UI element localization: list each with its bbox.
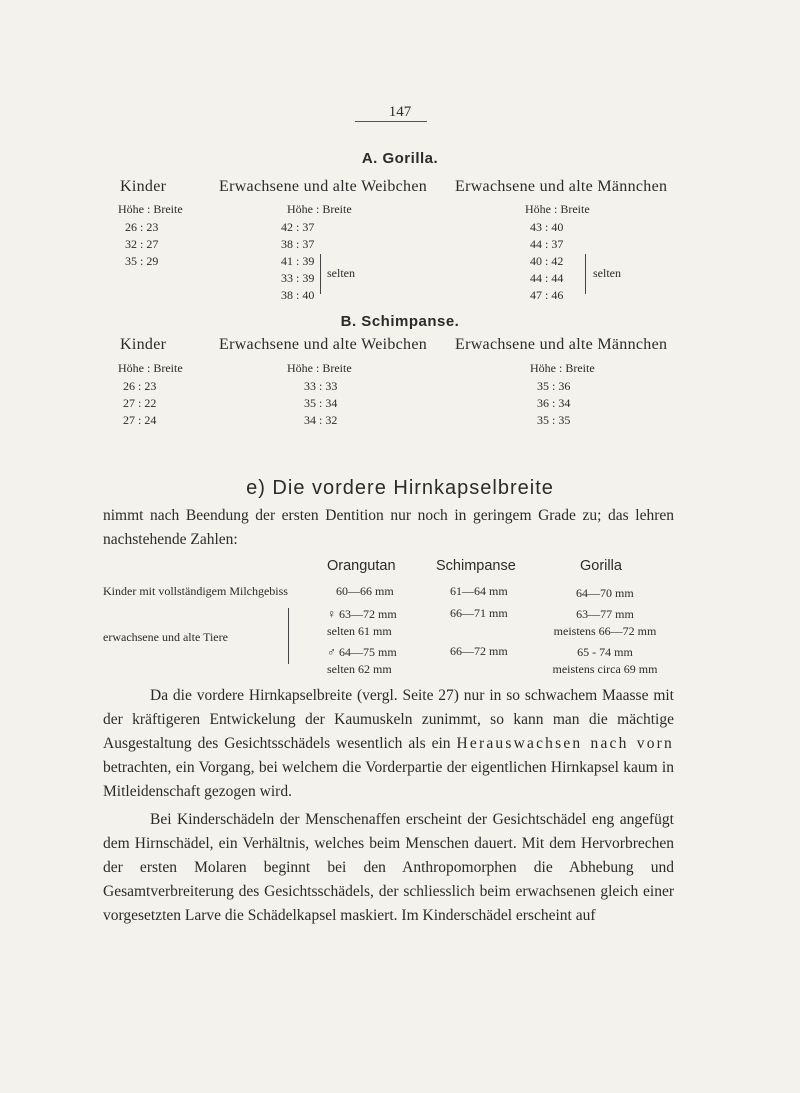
value-cell: 35 : 36	[537, 379, 571, 393]
schimpanse-weibchen-head: Erwachsene und alte Weibchen	[219, 336, 428, 353]
value-cell: 40 : 42	[530, 254, 564, 268]
gorilla-title: A. Gorilla.	[361, 150, 439, 167]
value-cell: 27 : 22	[123, 396, 157, 410]
table-cell: selten 61 mm	[327, 624, 392, 638]
paragraph-1	[103, 684, 674, 804]
value-cell: 36 : 34	[537, 396, 571, 410]
paragraph-1-a: Da die vordere Hirnkapselbreite (vergl. Seite 27) nur in so schwachem Maasse mit der kräftigeren Entwickelung der Kaumuskeln zunimmt, so kann man die mächtige Ausgestaltung des Gesichtsschädels wesentlich als ein	[103, 687, 674, 752]
value-cell: 44 : 37	[530, 237, 564, 251]
table-cell: ♀ 63—72 mm	[327, 607, 397, 621]
paragraph-2: Bei Kinderschädeln der Menschenaffen erscheint der Gesichtschädel eng angefügt dem Hirnschädel, ein Verhältnis, welches beim Menschen dauert. Mit dem Hervorbrechen der ersten Molaren beginnt bei den Anthropomorphen die Abhebung und Gesamtverbreiterung des Gesichtsschädels, der schliesslich beim erwachsenen gleich einer vorgesetzten Larve die Schädelkapsel maskiert. Im Kinderschädel erscheint auf	[103, 811, 674, 924]
value-cell: 35 : 34	[304, 396, 338, 410]
value-cell: 27 : 24	[123, 413, 157, 427]
gorilla-maennchen-head: Erwachsene und alte Männchen	[455, 178, 668, 195]
schimpanse-maennchen-label: Höhe : Breite	[530, 361, 595, 375]
paragraph-1-b: betrachten, ein Vorgang, bei welchem die Vorderpartie der eigentlichen Hirnkapsel kaum in Mitleidenschaft gezogen wird.	[103, 759, 674, 800]
schimpanse-weibchen-values	[304, 378, 337, 429]
value-cell: 38 : 40	[281, 288, 315, 302]
orang-adult-values	[327, 606, 397, 678]
value-cell: 32 : 27	[125, 237, 159, 251]
value-cell: 33 : 39	[281, 271, 315, 285]
section-intro	[103, 504, 674, 552]
value-cell: 26 : 23	[123, 379, 157, 393]
value-cell: 43 : 40	[530, 220, 564, 234]
gorilla-maennchen-note: selten	[593, 266, 621, 280]
schimpanse-kinder-values	[123, 378, 156, 429]
brace-icon	[288, 608, 289, 664]
paragraph-1-emphasis: Herauswachsen nach vorn	[456, 735, 674, 752]
table-cell: ♂ 64—75 mm	[327, 645, 397, 659]
section-title: e) Die vordere Hirnkapselbreite	[246, 477, 554, 499]
schimpanse-maennchen-head: Erwachsene und alte Männchen	[455, 336, 668, 353]
body-text	[103, 684, 674, 928]
value-cell: 38 : 37	[281, 237, 315, 251]
value-cell: 41 : 39	[281, 254, 315, 268]
value-cell: 47 : 46	[530, 288, 564, 302]
value-cell: 42 : 37	[281, 220, 315, 234]
gorilla-weibchen-label: Höhe : Breite	[287, 202, 352, 216]
gorilla-kinder-values	[125, 219, 158, 270]
table-cell: meistens circa 69 mm	[552, 662, 658, 676]
page-number-rule	[355, 121, 427, 122]
col-head-schimpanse: Schimpanse	[436, 558, 516, 574]
value-cell: 35 : 35	[537, 413, 571, 427]
gorilla-weibchen-values	[281, 219, 314, 304]
table-cell: 64—70 mm	[576, 586, 634, 600]
gorilla-kinder-head: Kinder	[120, 178, 167, 195]
gorilla-weibchen-note: selten	[327, 266, 355, 280]
schimpanse-kinder-label: Höhe : Breite	[118, 361, 183, 375]
intro-text: nimmt nach Beendung der ersten Dentition nur noch in geringem Grade zu; das lehren nachstehende Zahlen:	[103, 507, 674, 548]
value-cell: 34 : 32	[304, 413, 338, 427]
col-head-gorilla: Gorilla	[580, 558, 622, 574]
gorilla-adult-values	[547, 606, 663, 678]
row-label-erwachsene: erwachsene und alte Tiere	[103, 630, 228, 644]
schimpanse-kinder-head: Kinder	[120, 336, 167, 353]
table-cell: 63—77 mm	[576, 607, 634, 621]
value-cell: 26 : 23	[125, 220, 159, 234]
schimpanse-weibchen-label: Höhe : Breite	[287, 361, 352, 375]
table-cell: 61—64 mm	[450, 584, 508, 598]
table-cell: 66—71 mm	[450, 606, 508, 620]
table-cell: 65 - 74 mm	[577, 645, 633, 659]
col-head-orangutan: Orangutan	[327, 558, 396, 574]
table-cell: selten 62 mm	[327, 662, 392, 676]
value-cell: 33 : 33	[304, 379, 338, 393]
gorilla-maennchen-label: Höhe : Breite	[525, 202, 590, 216]
table-cell: meistens 66—72 mm	[553, 624, 657, 638]
schimpanse-title: B. Schimpanse.	[340, 313, 460, 330]
schimpanse-maennchen-values	[537, 378, 570, 429]
brace-icon	[585, 254, 586, 294]
table-cell: 66—72 mm	[450, 644, 508, 658]
page-number: 147	[388, 104, 412, 120]
brace-icon	[320, 254, 321, 294]
row-label-kinder: Kinder mit vollständigem Milchgebiss	[103, 584, 288, 598]
value-cell: 44 : 44	[530, 271, 564, 285]
gorilla-kinder-label: Höhe : Breite	[118, 202, 183, 216]
gorilla-maennchen-values	[530, 219, 563, 304]
gorilla-weibchen-head: Erwachsene und alte Weibchen	[219, 178, 428, 195]
value-cell: 35 : 29	[125, 254, 159, 268]
table-cell: 60—66 mm	[336, 584, 394, 598]
